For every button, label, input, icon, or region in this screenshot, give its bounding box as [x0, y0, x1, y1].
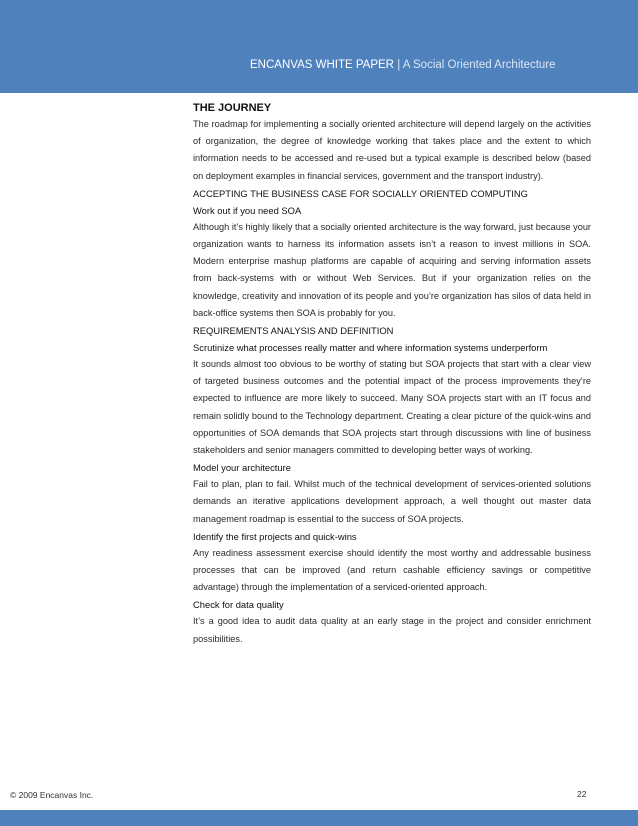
copyright-notice: © 2009 Encanvas Inc. — [10, 790, 94, 800]
header-band — [0, 0, 638, 93]
subheading-data-quality: Check for data quality — [193, 599, 284, 611]
paragraph-scrutinize: It sounds almost too obvious to be worthy of stating but SOA projects that start with a clear view of targeted business outcomes and the potential impact of the process improvements they’re expected to influence are more likely to succeed. Many SOA projects start with an IT focus and remain solidly bound to the Technology department. Creating a clear picture of the quick-wins and opportunities of SOA demands that SOA projects start through discussions with line of business stakeholders and senior managers committed to developing better ways of working. — [193, 359, 591, 456]
paragraph-identify: Any readiness assessment exercise should identify the most worthy and addressable business processes that can be improved (and return cashable efficiency savings or competitive advantage) through the implementation of a serviced-oriented approach. — [193, 547, 591, 593]
header-title: ENCANVAS WHITE PAPER — [250, 59, 394, 71]
header-separator: | — [397, 59, 401, 71]
section-heading-requirements: REQUIREMENTS ANALYSIS AND DEFINITION — [193, 325, 394, 337]
subheading-scrutinize: Scrutinize what processes really matter and where information systems underperform — [193, 342, 548, 354]
subheading-model: Model your architecture — [193, 462, 291, 474]
subheading-need-soa: Work out if you need SOA — [193, 204, 302, 216]
paragraph-model: Fail to plan, plan to fail. Whilst much of the technical development of services-oriented solutions demands an iterative applications development approach, a well thought out master data management roadmap is essential to the success of SOA projects. — [193, 479, 591, 524]
footer-band — [0, 810, 638, 826]
paragraph-need-soa: Although it’s highly likely that a socially oriented architecture is the way forward, just because your organization wants to harness its information assets isn’t a reason to invest millions in SOA. Modern enterprise mashup platforms are capable of acquiring and serving information assets from back-systems with or without Web Services. But if your organization relies on the knowledge, creativity and innovation of its people and you’re organization has silos of data held in back-office systems then SOA is probably for you. — [193, 221, 591, 318]
section-heading-business-case: ACCEPTING THE BUSINESS CASE FOR SOCIALLY ORIENTED COMPUTING — [193, 187, 528, 199]
paragraph-data-quality: It’s a good idea to audit data quality at an early stage in the project and consider enrichment possibilities. — [193, 616, 591, 644]
document-header — [250, 59, 556, 71]
page-number: 22 — [577, 789, 587, 799]
page-body — [193, 100, 591, 648]
section-heading-journey: THE JOURNEY — [193, 102, 272, 114]
paragraph-journey: The roadmap for implementing a socially oriented architecture will depend largely on the activities of organization, the degree of knowledge working that takes place and the extent to which information needs to be accessed and re-used but a typical example is described below (based on deployment examples in financial services, government and the transport industry). — [193, 119, 591, 181]
header-subtitle: A Social Oriented Architecture — [402, 59, 556, 71]
subheading-identify: Identify the first projects and quick-wins — [193, 530, 357, 542]
